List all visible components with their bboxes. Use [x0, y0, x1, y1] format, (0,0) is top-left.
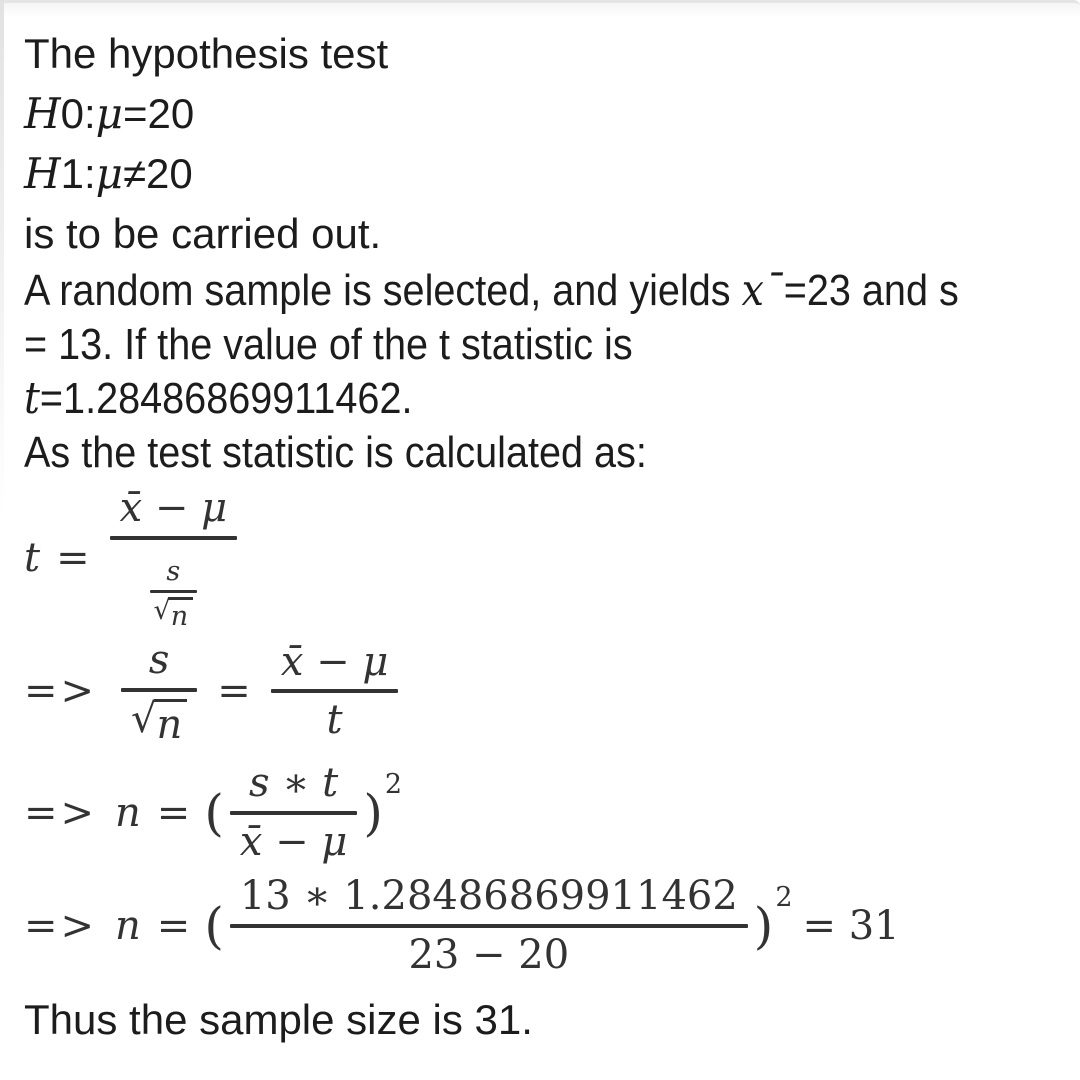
- f1-radicand-n: n: [168, 597, 193, 630]
- h1-line: [24, 144, 1072, 204]
- h1-mu-symbol: μ: [95, 149, 123, 198]
- title-line: The hypothesis test: [24, 30, 389, 77]
- f4-var-n: n: [115, 903, 141, 950]
- f3-exponent: 2: [384, 768, 403, 800]
- f1-radical-icon: √: [153, 595, 171, 627]
- conclusion-line: Thus the sample size is 31.: [24, 996, 533, 1044]
- f4-result: = 31: [802, 903, 900, 950]
- f1-inner-denominator: [150, 595, 198, 633]
- h0-index: 0:: [60, 90, 96, 137]
- f1-equals: =: [56, 535, 90, 582]
- f2-radicand-n: n: [154, 699, 188, 745]
- formula-n-symbolic: [24, 761, 1072, 865]
- f4-denominator: 23 − 20: [408, 932, 570, 979]
- f3-close-paren: ): [363, 783, 383, 842]
- sample-text-b: =23 and s: [783, 266, 959, 315]
- formula-rearranged: [24, 637, 1072, 748]
- f1-inner-numerator-s: s: [166, 555, 181, 587]
- f4-close-paren: ): [753, 897, 774, 956]
- paragraph-line-2: = 13. If the value of the t statistic is: [24, 320, 633, 369]
- formula-t-statistic: [24, 485, 1072, 633]
- f4-exponent: 2: [775, 882, 793, 914]
- f4-implies-arrow: =>: [24, 903, 98, 950]
- h0-mu-symbol: μ: [95, 89, 123, 138]
- f2-right-fraction-bar: [271, 689, 399, 693]
- f1-sqrt: [153, 595, 194, 633]
- f2-sqrt: [131, 695, 187, 748]
- paragraph-line-1: [24, 264, 1072, 318]
- f1-inner-fraction: [150, 555, 198, 633]
- f1-fraction-bar: [110, 536, 238, 540]
- card-top-edge: [0, 0, 1080, 18]
- f3-numerator: s ∗ t: [248, 759, 339, 806]
- f2-left-fraction-bar: [121, 688, 197, 692]
- f2-implies-arrow: =>: [24, 668, 98, 715]
- h0-line: [24, 84, 1072, 144]
- t-symbol: t: [24, 373, 40, 424]
- f4-fraction-bar: [230, 924, 748, 928]
- f2-left-numerator-s: s: [148, 637, 170, 684]
- solution-content: [24, 24, 1072, 1050]
- f3-open-paren: (: [204, 783, 224, 842]
- f2-left-fraction: [121, 637, 197, 748]
- h0-value: =20: [122, 90, 195, 137]
- f4-open-paren: (: [204, 897, 224, 956]
- f2-right-fraction: [271, 640, 399, 744]
- card-left-edge: [0, 0, 4, 520]
- paragraph-line-3: [24, 372, 1072, 426]
- xbar-symbol: x¯: [741, 265, 784, 316]
- f3-var-n: n: [115, 789, 141, 836]
- h1-index: 1:: [60, 150, 96, 197]
- sample-text-a: A random sample is selected, and yields: [24, 266, 742, 315]
- f3-denominator: x̄ − μ: [239, 818, 348, 865]
- f1-denominator: [138, 545, 210, 633]
- f1-lhs-t: t: [24, 535, 41, 582]
- h1-value: ≠20: [122, 150, 193, 197]
- f1-inner-fraction-bar: [150, 590, 198, 593]
- carried-out-line: is to be carried out.: [24, 210, 382, 257]
- f1-fraction: [110, 485, 238, 633]
- h0-symbol: H: [24, 89, 61, 138]
- f4-equals: =: [156, 903, 191, 950]
- f3-fraction-bar: [230, 811, 358, 815]
- f4-numerator: 13 ∗ 1.28486869911462: [239, 873, 738, 920]
- f2-equals: =: [217, 668, 251, 715]
- f4-fraction: [230, 874, 748, 978]
- h1-symbol: H: [24, 149, 61, 198]
- f3-implies-arrow: =>: [24, 789, 98, 836]
- f2-left-denominator: [121, 695, 197, 748]
- formula-n-numeric: [24, 874, 1072, 978]
- t-value-text: =1.28486869911462.: [39, 374, 413, 423]
- f2-right-numerator: x̄ − μ: [280, 638, 389, 685]
- f2-right-denominator-t: t: [326, 697, 343, 744]
- paragraph-line-4: As the test statistic is calculated as:: [24, 428, 647, 477]
- f3-equals: =: [156, 789, 191, 836]
- f3-fraction: [230, 761, 358, 865]
- f1-numerator: x̄ − μ: [119, 485, 228, 531]
- f2-radical-icon: √: [131, 695, 157, 742]
